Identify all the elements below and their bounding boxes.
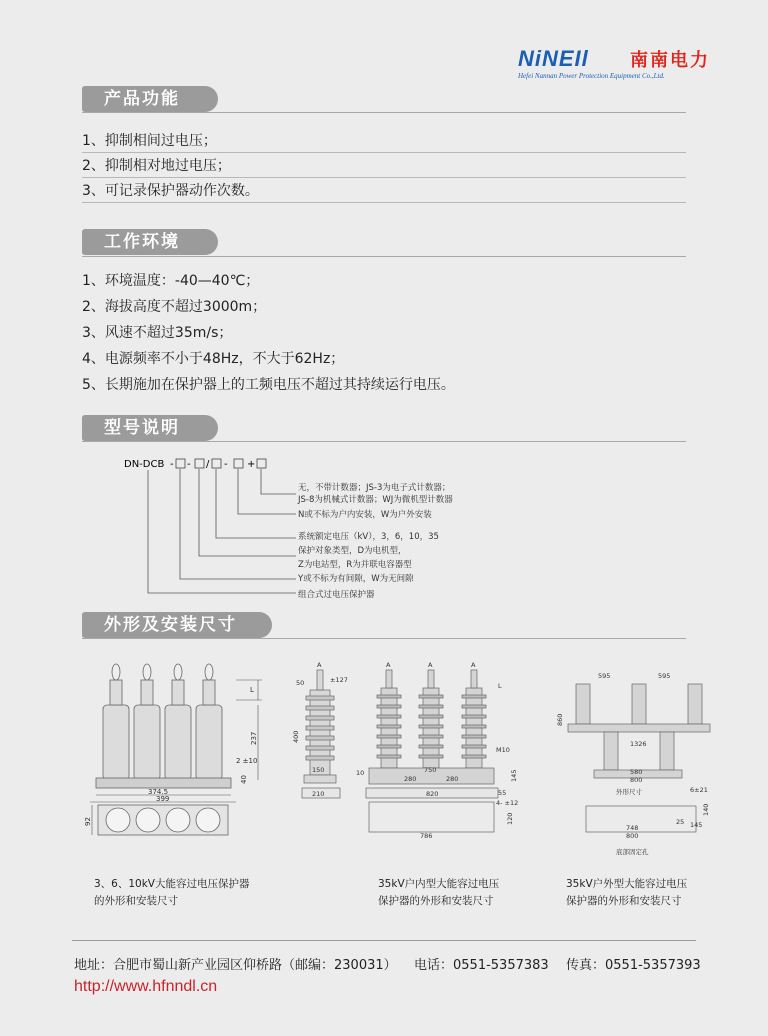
svg-text:N或不标为户内安装，W为户外安装: N或不标为户内安装，W为户外安装 [298, 510, 432, 520]
svg-text:M10: M10 [496, 746, 510, 754]
function-item: 1、抑制相间过电压； [82, 128, 686, 153]
section-title-model: 型号说明 [82, 415, 218, 441]
svg-text:2 ±10: 2 ±10 [236, 757, 258, 765]
svg-text:860: 860 [556, 713, 564, 726]
footer-fax: 传真：0551-5357393 [566, 958, 701, 973]
section-title-dimensions: 外形及安装尺寸 [82, 612, 272, 638]
svg-text:L: L [498, 682, 502, 690]
svg-text:-: - [187, 459, 191, 470]
svg-text:237: 237 [250, 731, 258, 745]
drawing-35kv-indoor [354, 660, 530, 840]
svg-text:组合式过电压保护器: 组合式过电压保护器 [298, 590, 375, 600]
function-item: 2、抑制相对地过电压； [82, 153, 686, 178]
svg-text:595: 595 [598, 672, 611, 680]
svg-text:±127: ±127 [330, 676, 348, 684]
function-item: 3、可记录保护器动作次数。 [82, 178, 686, 203]
svg-text:4- ±12: 4- ±12 [496, 799, 519, 807]
svg-text:55: 55 [498, 789, 507, 797]
environment-item: 2、海拔高度不超过3000m； [82, 299, 267, 315]
svg-text:50: 50 [296, 679, 305, 687]
section-title-environment: 工作环境 [82, 229, 218, 255]
svg-text:-: - [224, 459, 228, 470]
footer-address: 地址：合肥市蜀山新产业园区仰桥路（邮编：230031） [74, 958, 397, 973]
svg-text:系统额定电压（kV），3，6，10，35: 系统额定电压（kV），3，6，10，35 [298, 532, 439, 542]
drawing-35kv-side [292, 660, 365, 802]
svg-text:/: / [206, 459, 210, 470]
footer-phone: 电话：0551-5357383 [414, 958, 549, 973]
svg-text:L: L [250, 686, 254, 694]
svg-text:外形尺寸: 外形尺寸 [616, 788, 642, 796]
model-code: DN-DCB [124, 459, 165, 470]
drawing-35kv-outdoor [556, 664, 728, 864]
svg-text:210: 210 [312, 790, 325, 798]
drawing-3-6-10kv [86, 660, 270, 840]
section-divider [82, 638, 686, 639]
svg-text:800: 800 [626, 832, 639, 840]
svg-text:底部固定孔: 底部固定孔 [616, 848, 649, 856]
company-logo [518, 46, 728, 84]
svg-text:399: 399 [156, 795, 170, 803]
svg-text:25: 25 [676, 818, 685, 826]
environment-item: 5、长期施加在保护器上的工频电压不超过其持续运行电压。 [82, 377, 455, 393]
svg-text:A: A [471, 661, 476, 669]
footer-website-link[interactable]: http://www.hfnndl.cn [74, 978, 218, 995]
svg-text:786: 786 [420, 832, 433, 840]
svg-text:820: 820 [426, 790, 439, 798]
svg-text:A: A [428, 661, 433, 669]
svg-text:800: 800 [630, 776, 643, 784]
svg-text:无，不带计数器；JS-3为电子式计数器；: 无，不带计数器；JS-3为电子式计数器； [298, 483, 451, 493]
caption-drawing-3: 35kV户内型大能容过电压 保护器的外形和安装尺寸 [378, 878, 500, 907]
section-title-functions: 产品功能 [82, 86, 218, 112]
svg-text:748: 748 [626, 824, 639, 832]
svg-text:40: 40 [240, 775, 248, 784]
svg-text:580: 580 [630, 768, 643, 776]
environment-item: 1、环境温度：-40—40℃； [82, 273, 260, 289]
svg-text:145: 145 [510, 769, 518, 782]
svg-text:140: 140 [702, 803, 710, 816]
svg-text:400: 400 [292, 730, 300, 743]
section-divider [82, 256, 686, 257]
svg-text:JS-8为机械式计数器；WJ为微机型计数器: JS-8为机械式计数器；WJ为微机型计数器 [298, 495, 453, 505]
environment-item: 4、电源频率不小于48Hz，不大于62Hz； [82, 351, 345, 367]
svg-text:374.5: 374.5 [148, 788, 169, 796]
svg-text:280: 280 [446, 775, 459, 783]
svg-text:Y或不标为有间隙，W为无间隙: Y或不标为有间隙，W为无间隙 [298, 574, 414, 584]
svg-text:+: + [247, 459, 256, 470]
svg-text:280: 280 [404, 775, 417, 783]
svg-text:120: 120 [506, 812, 514, 825]
svg-text:92: 92 [84, 817, 92, 826]
environment-item: 3、风速不超过35m/s； [82, 325, 233, 341]
section-divider [82, 112, 686, 113]
logo-mark: NiNEIl [518, 46, 589, 71]
svg-text:-: - [170, 459, 174, 470]
caption-drawing-4: 35kV户外型大能容过电压 保护器的外形和安装尺寸 [566, 878, 688, 907]
svg-text:750: 750 [424, 766, 437, 774]
svg-text:A: A [386, 661, 391, 669]
svg-text:6±21: 6±21 [690, 786, 708, 794]
section-divider [82, 441, 686, 442]
svg-text:Z为电站型，R为并联电容器型: Z为电站型，R为并联电容器型 [298, 560, 412, 570]
svg-text:145: 145 [690, 821, 703, 829]
logo-subtitle: Hefei Nannan Power Protection Equipment Co.,Ltd. [518, 72, 665, 80]
svg-text:595: 595 [658, 672, 671, 680]
svg-text:10: 10 [356, 769, 365, 777]
svg-text:150: 150 [312, 766, 325, 774]
svg-text:保护对象类型，D为电机型，: 保护对象类型，D为电机型， [298, 546, 407, 556]
caption-drawing-1: 3、6、10kV大能容过电压保护器 的外形和安装尺寸 [94, 878, 250, 907]
svg-text:1326: 1326 [630, 740, 647, 748]
model-code-diagram [100, 452, 520, 602]
footer-divider [72, 940, 696, 941]
logo-chinese-name: 南南电力 [630, 50, 710, 71]
svg-text:A: A [317, 661, 322, 669]
